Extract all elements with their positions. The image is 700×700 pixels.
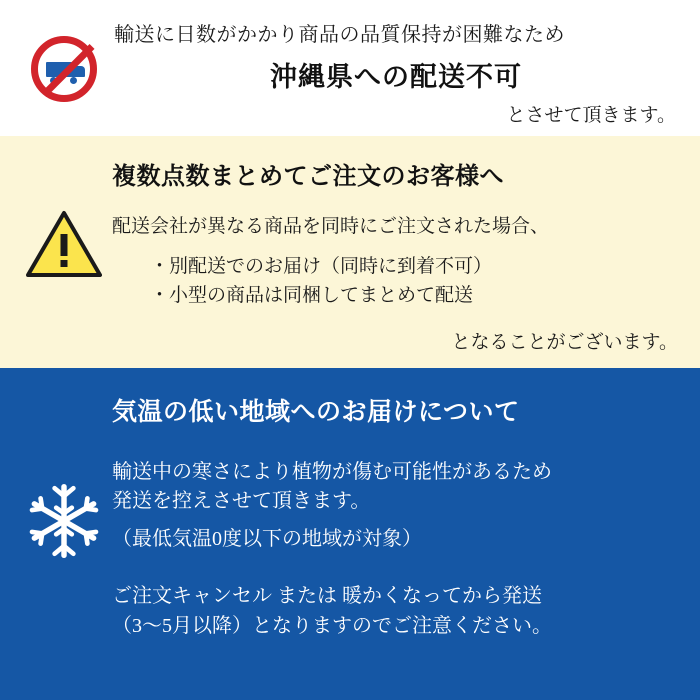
multiple-items-subtext: 配送会社が異なる商品を同時にご注文された場合、: [112, 216, 550, 237]
warning-triangle-icon: [26, 210, 102, 278]
cold-area-note: （最低気温0度以下の地域が対象）: [112, 528, 422, 550]
cold-area-paragraph-2: [110, 581, 682, 641]
cold-area-paragraph-2-line-1: ご注文キャンセル または 暖かくなってから発送: [112, 585, 542, 607]
cold-area-headline: 気温の低い地域へのお届けについて: [112, 399, 520, 426]
cold-area-paragraph-1: [110, 458, 682, 516]
list-item: ・小型の商品は同梱してまとめて配送: [150, 285, 474, 307]
cold-area-paragraph-1-line-1: 輸送中の寒さにより植物が傷む可能性があるため: [112, 461, 552, 483]
okinawa-headline: 沖縄県への配送不可: [270, 62, 522, 92]
snowflake-icon: [25, 482, 103, 560]
cold-area-paragraph-1-line-2: 発送を控えさせて頂きます。: [112, 490, 371, 512]
list-item: ・別配送でのお届け（同時に到着不可）: [150, 256, 493, 277]
truck-wheel-rear-shape: [70, 77, 77, 84]
okinawa-icon-column: [18, 10, 110, 102]
cold-area-text-column: [110, 386, 682, 700]
section-multiple-items: [0, 136, 700, 368]
cold-area-icon-column: [18, 386, 110, 700]
multiple-items-footer: となることがございます。: [451, 331, 678, 353]
cold-area-paragraph-2-line-2: （3〜5月以降）となりますのでご注意ください。: [112, 615, 552, 637]
multiple-items-headline: 複数点数まとめてご注文のお客様へ: [112, 164, 504, 190]
no-truck-icon: [31, 36, 97, 102]
okinawa-closing-text: とさせて頂きます。: [506, 105, 676, 126]
multiple-items-icon-column: [18, 150, 110, 368]
section-cold-area: [0, 368, 700, 700]
multiple-items-bullet-list: [110, 252, 682, 311]
multiple-items-text-column: [110, 150, 682, 368]
okinawa-text-column: [110, 10, 682, 127]
section-okinawa: [0, 0, 700, 136]
okinawa-reason-text: 輸送に日数がかかり商品の品質保持が困難なため: [114, 24, 565, 46]
